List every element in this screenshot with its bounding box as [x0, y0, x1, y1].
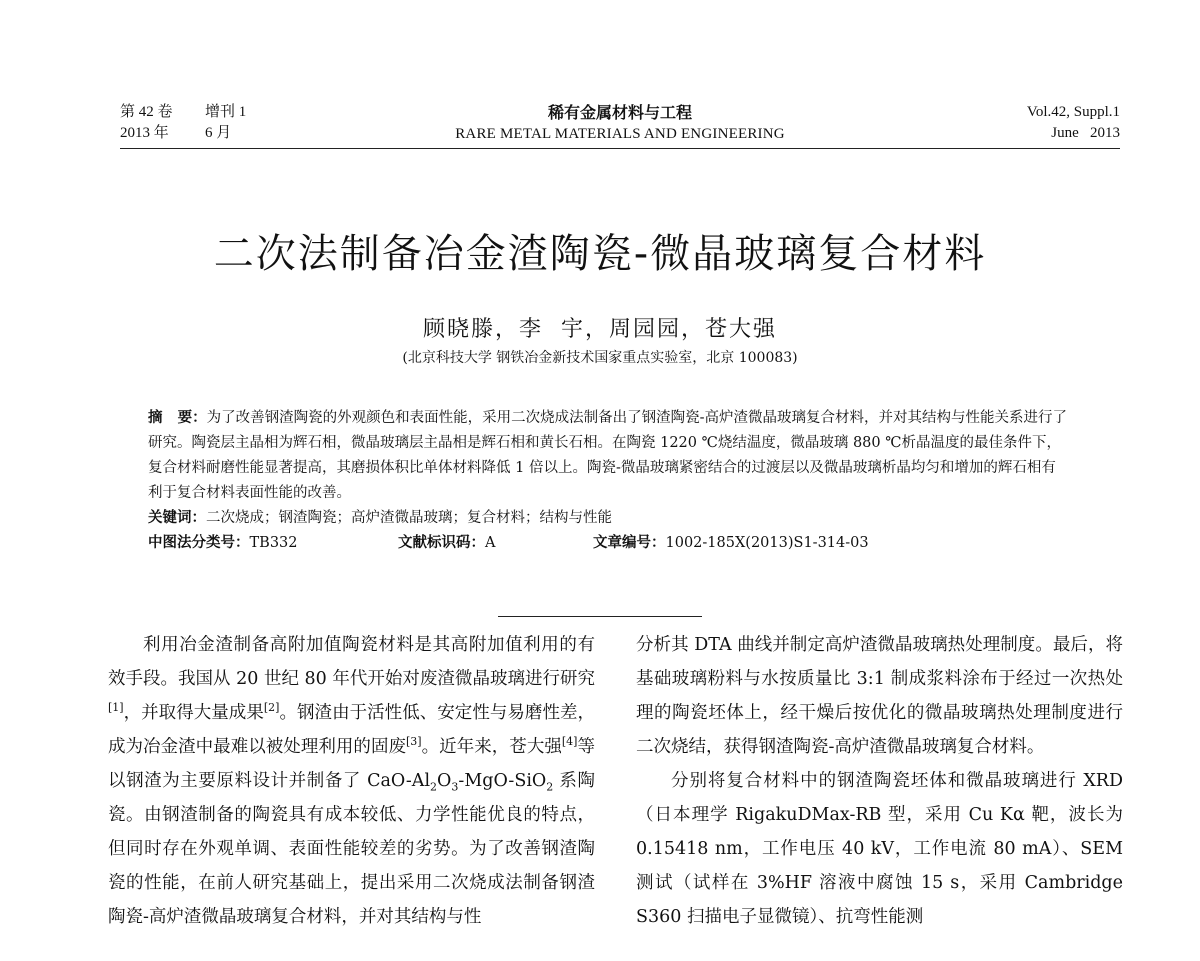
- paragraph: 分析其 DTA 曲线并制定高炉渣微晶玻璃热处理制度。最后，将基础玻璃粉料与水按质量比 3:1 制成浆料涂布于经过一次热处理的陶瓷坯体上，经干燥后按优化的微晶玻璃热处理制度进行二次烧结，获得钢渣陶瓷-高炉渣微晶玻璃复合材料。: [636, 635, 1123, 757]
- volume-info-en: [1027, 102, 1120, 144]
- year: 2013 年: [120, 125, 169, 141]
- article-number: [593, 531, 869, 556]
- subscript: 3: [451, 780, 459, 794]
- text: 等以钢渣为主要原料设计并制备了 CaO-Al: [108, 737, 596, 791]
- volume-en: Vol.42, Suppl.1: [1026, 104, 1120, 120]
- article-value: 1002-185X(2013)S1-314-03: [665, 535, 869, 551]
- citation: [3]: [406, 735, 422, 749]
- text: 系陶瓷。由钢渣制备的陶瓷具有成本较低、力学性能优良的特点，但同时存在外观单调、表面性能较差的劣势。为了改善钢渣陶瓷的性能，在前人研究基础上，提出采用二次烧成法制备钢渣陶瓷-高炉渣微晶玻璃复合材料，并对其结构与性: [108, 771, 595, 927]
- date-en: June 2013: [1051, 125, 1120, 141]
- abstract: [148, 406, 1070, 506]
- abstract-text: 为了改善钢渣陶瓷的外观颜色和表面性能，采用二次烧成法制备出了钢渣陶瓷-高炉渣微晶玻璃复合材料，并对其结构与性能关系进行了研究。陶瓷层主晶相为辉石相，微晶玻璃层主晶相是辉石相和黄长石相。在陶瓷 1220 ℃烧结温度，微晶玻璃 880 ℃析晶温度的最佳条件下，复合材料耐磨性能显著提高，其磨损体积比单体材料降低 1 倍以上。陶瓷-微晶玻璃紧密结合的过渡层以及微晶玻璃析晶均匀和增加的辉石相有利于复合材料表面性能的改善。: [148, 410, 1068, 501]
- journal-name-en: RARE METAL MATERIALS AND ENGINEERING: [455, 126, 785, 142]
- keywords-label: 关键词：: [148, 510, 206, 526]
- text: ，并取得大量成果: [123, 703, 264, 723]
- classification-row: [148, 531, 1070, 556]
- article-label: 文章编号：: [593, 535, 666, 551]
- journal-header: [120, 102, 1120, 149]
- journal-name-cn: 稀有金属材料与工程: [547, 103, 692, 122]
- paragraph: 分别将复合材料中的钢渣陶瓷坯体和微晶玻璃进行 XRD（日本理学 RigakuDMax-RB 型，采用 Cu Kα 靶，波长为 0.15418 nm，工作电压 40 kV，工作电流 80 mA）、SEM 测试（试样在 3%HF 溶液中腐蚀 15 s，采用 Cambridge S360 扫描电子显微镜）、抗弯性能测: [636, 771, 1123, 927]
- doc-value: A: [485, 535, 496, 551]
- text: 利用冶金渣制备高附加值陶瓷材料是其高附加值利用的有效手段。我国从 20 世纪 80 年代开始对废渣微晶玻璃进行研究: [108, 635, 595, 689]
- affiliation: (北京科技大学 钢铁冶金新技术国家重点实验室，北京 100083): [402, 350, 798, 366]
- section-divider: [498, 616, 702, 617]
- text: -MgO-SiO: [458, 771, 547, 791]
- authors: 顾晓滕，李 宇，周园园，苍大强: [423, 317, 777, 342]
- citation: [2]: [263, 701, 280, 715]
- body-left-column: [108, 628, 595, 934]
- subscript: 2: [430, 780, 438, 794]
- text: 。钢渣由于活性低、安定性与易磨性差，成为冶金渣中最难以被处理利用的固废: [108, 703, 596, 757]
- clc-label: 中图法分类号：: [148, 535, 250, 551]
- issue: 增刊 1: [205, 104, 247, 120]
- volume: 第 42 卷: [120, 104, 173, 120]
- paper-title: 二次法制备冶金渣陶瓷-微晶玻璃复合材料: [213, 231, 987, 277]
- clc: [148, 531, 398, 556]
- keywords: [148, 506, 1070, 531]
- abstract-block: [148, 406, 1070, 556]
- text: 。近年来，苍大强: [421, 737, 562, 757]
- citation: [4]: [561, 735, 578, 749]
- doc-code: [398, 531, 593, 556]
- month: 6 月: [205, 125, 232, 141]
- journal-name: [120, 102, 1120, 144]
- text: O: [437, 771, 452, 791]
- paragraph: [108, 628, 595, 934]
- subscript: 2: [546, 780, 554, 794]
- citation: [1]: [108, 701, 124, 715]
- body-right-column: [636, 628, 1123, 934]
- abstract-label: 摘 要：: [148, 410, 207, 426]
- clc-value: TB332: [249, 535, 298, 551]
- doc-label: 文献标识码：: [398, 535, 485, 551]
- keywords-text: 二次烧成；钢渣陶瓷；高炉渣微晶玻璃；复合材料；结构与性能: [206, 510, 612, 526]
